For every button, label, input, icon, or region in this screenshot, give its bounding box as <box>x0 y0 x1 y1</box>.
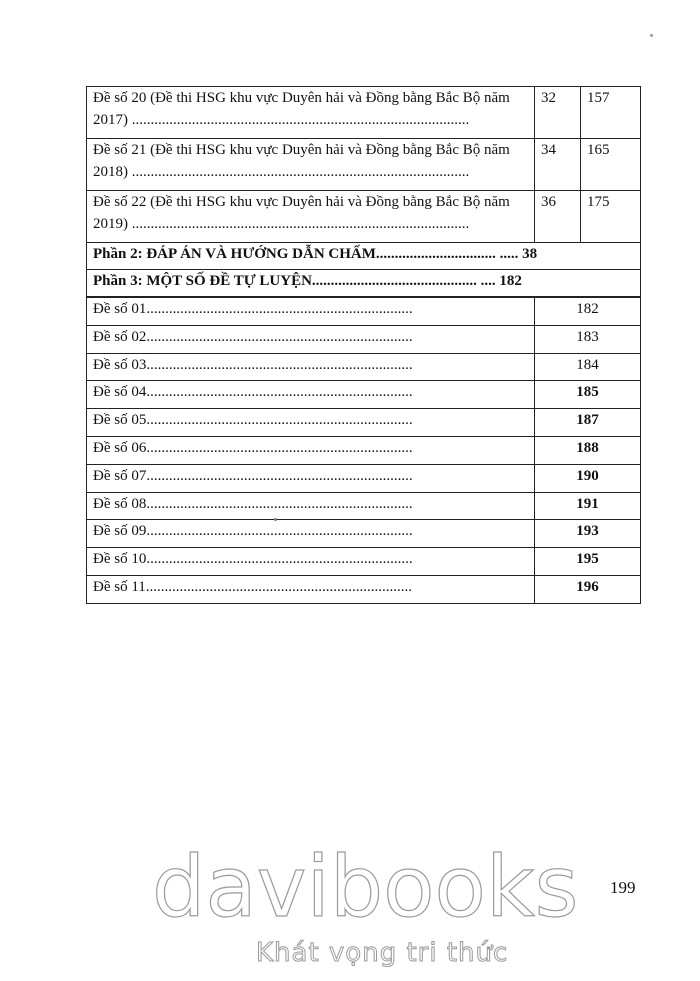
toc-entry-text: Đề số 04....................................................................... <box>93 384 413 401</box>
toc-entry-title <box>87 191 535 243</box>
toc-page-number: 195 <box>535 548 641 576</box>
toc-section-heading <box>87 243 641 270</box>
toc-page-number: 187 <box>535 409 641 437</box>
toc-entry-title <box>87 436 535 464</box>
toc-entry-line1: Đề số 21 (Đề thi HSG khu vực Duyên hải và Đồng bằng Bắc Bộ năm <box>93 142 510 158</box>
toc-entry-line1: Đề số 22 (Đề thi HSG khu vực Duyên hải và Đồng bằng Bắc Bộ năm <box>93 194 510 210</box>
table-of-contents <box>86 86 641 297</box>
toc-entry-title <box>87 409 535 437</box>
toc-entry-title <box>87 325 535 353</box>
toc-row-practice <box>87 548 641 576</box>
toc-entry-title <box>87 139 535 191</box>
toc-row-practice <box>87 325 641 353</box>
toc-row-part-3 <box>87 270 641 297</box>
toc-page-number: 184 <box>535 353 641 381</box>
toc-page-number: 190 <box>535 464 641 492</box>
toc-section-text: Phần 2: ĐÁP ÁN VÀ HƯỚNG DẪN CHẤM................................ ..... 38 <box>93 246 538 262</box>
toc-question-page: 36 <box>535 191 581 243</box>
toc-row-exam-21 <box>87 139 641 191</box>
toc-entry-text: Đề số 02....................................................................... <box>93 328 413 345</box>
toc-row-exam-22 <box>87 191 641 243</box>
toc-entry-title <box>87 464 535 492</box>
toc-entry-text: Đề số 09....................................................................... <box>93 523 413 540</box>
toc-entry-text: Đề số 11....................................................................... <box>93 578 413 595</box>
toc-page-number: 188 <box>535 436 641 464</box>
toc-entry-text: Đề số 06....................................................................... <box>93 439 413 456</box>
toc-page-number: 191 <box>535 492 641 520</box>
toc-row-part-2 <box>87 243 641 270</box>
toc-section-heading <box>87 270 641 297</box>
practice-exams-table <box>86 297 641 604</box>
toc-question-page: 32 <box>535 87 581 139</box>
toc-entry-text: Đề số 01....................................................................... <box>93 301 413 317</box>
toc-entry-line2: 2019) .......................................................................................... <box>93 216 470 232</box>
toc-question-page: 34 <box>535 139 581 191</box>
toc-row-practice <box>87 492 641 520</box>
toc-row-practice <box>87 381 641 409</box>
toc-page-number: 196 <box>535 575 641 603</box>
page-number: 199 <box>610 878 636 897</box>
toc-page-number: 183 <box>535 325 641 353</box>
toc-entry-text: Đề số 05....................................................................... <box>93 412 413 429</box>
toc-page-number: 193 <box>535 520 641 548</box>
toc-row-practice <box>87 298 641 326</box>
toc-row-practice <box>87 436 641 464</box>
print-speck <box>650 34 653 37</box>
toc-entry-title <box>87 548 535 576</box>
toc-row-practice <box>87 520 641 548</box>
toc-row-practice <box>87 575 641 603</box>
toc-entry-title <box>87 87 535 139</box>
toc-entry-line2: 2018) .......................................................................................... <box>93 164 470 180</box>
watermark-logo: davibooks <box>152 838 579 936</box>
toc-answer-page: 175 <box>581 191 641 243</box>
toc-section-text: Phần 3: MỘT SỐ ĐỀ TỰ LUYỆN............................................ .... 182 <box>93 273 522 289</box>
toc-row-practice <box>87 409 641 437</box>
toc-entry-title <box>87 381 535 409</box>
toc-row-exam-20 <box>87 87 641 139</box>
print-speck <box>274 518 277 521</box>
toc-answer-page: 165 <box>581 139 641 191</box>
watermark-slogan: Khát vọng tri thức <box>256 938 509 968</box>
toc-row-practice <box>87 464 641 492</box>
toc-entry-title <box>87 575 535 603</box>
toc-entry-line2: 2017) .......................................................................................... <box>93 112 470 128</box>
toc-entry-text: Đề số 10....................................................................... <box>93 551 413 568</box>
toc-entry-title <box>87 492 535 520</box>
toc-entry-text: Đề số 07....................................................................... <box>93 467 413 484</box>
toc-entry-title <box>87 298 535 326</box>
toc-answer-page: 157 <box>581 87 641 139</box>
toc-entry-line1: Đề số 20 (Đề thi HSG khu vực Duyên hải và Đồng bằng Bắc Bộ năm <box>93 90 510 106</box>
toc-page-number: 182 <box>535 298 641 326</box>
toc-row-practice <box>87 353 641 381</box>
toc-page-number: 185 <box>535 381 641 409</box>
toc-entry-text: Đề số 08....................................................................... <box>93 495 413 512</box>
toc-entry-title <box>87 520 535 548</box>
toc-entry-title <box>87 353 535 381</box>
toc-entry-text: Đề số 03....................................................................... <box>93 356 413 373</box>
